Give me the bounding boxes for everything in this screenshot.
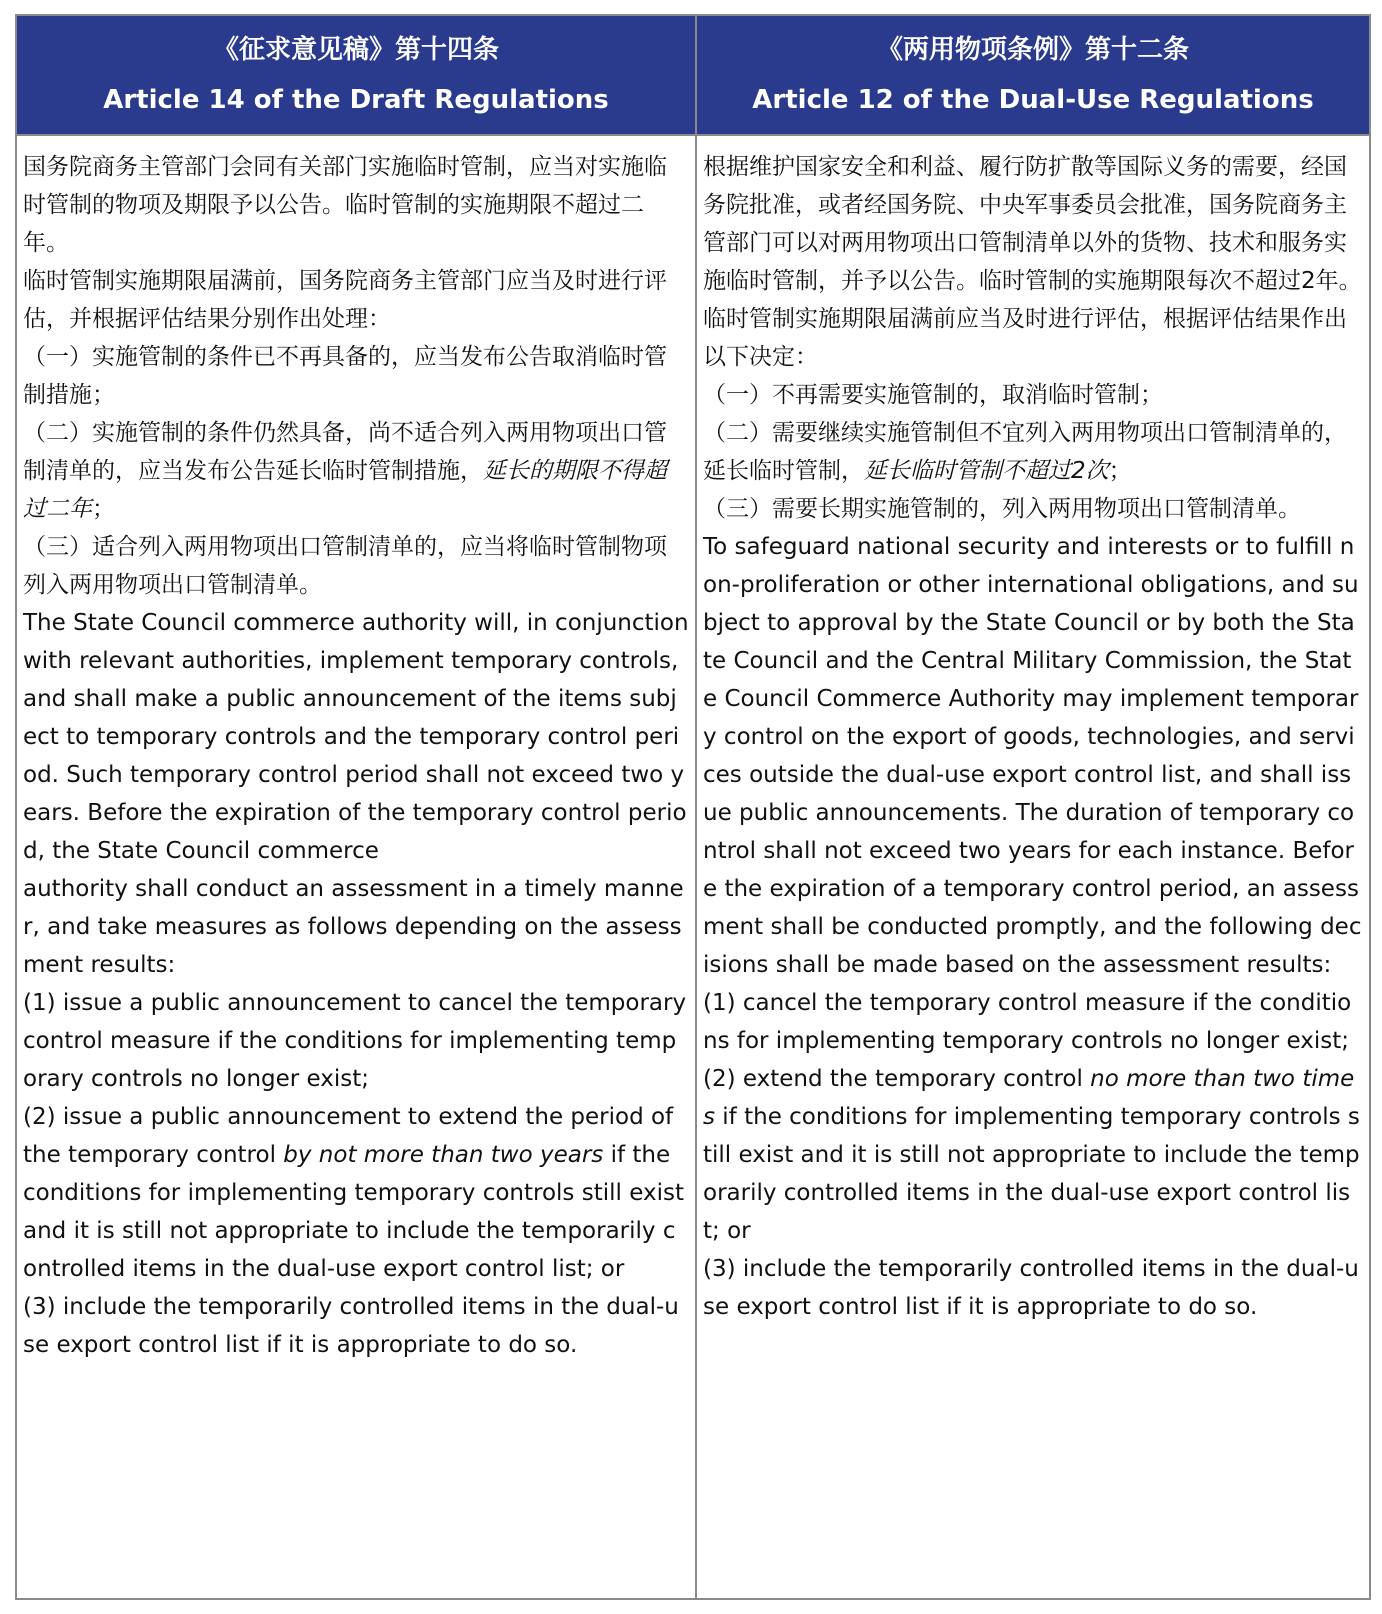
header-right-en-title: Article 12 of the Dual-Use Regulations (752, 85, 1314, 115)
dual-use-zh-item-2-end: ； (1108, 458, 1132, 484)
dual-use-zh-item-2-text: （二）需要继续实施管制但不宜列入两用物项出口管制清单的，延长临时管制， (703, 420, 1347, 484)
draft-en-item-3: (3) include the temporarily controlled items in the dual-use export control list if it is appropriate to do so. (23, 1294, 679, 1358)
dual-use-en-item-2-emphasis: no more than two times (703, 1066, 1355, 1130)
draft-zh-item-1: （一）实施管制的条件已不再具备的，应当发布公告取消临时管制措施； (23, 344, 667, 408)
dual-use-en-paragraph: To safeguard national security and interests or to fulfill non-proliferation or other international obligations, and subject to approval by the State Council or by both the State Council and the Central Military Commission, the State Council Commerce Authority may implement temporary control on the export of goods, technologies, and services outside the dual-use export control list, and shall issue public announcements. The duration of temporary control shall not exceed two years for each instance. Before the expiration of a temporary control period, an assessment shall be conducted promptly, and the following decisions shall be made based on the assessment results: (703, 534, 1362, 978)
dual-use-en-item-1: (1) cancel the temporary control measure if the conditions for implementing temporary controls no longer exist; (703, 990, 1352, 1054)
dual-use-zh-paragraph: 根据维护国家安全和利益、履行防扩散等国际义务的需要，经国务院批准，或者经国务院、中央军事委员会批准，国务院商务主管部门可以对两用物项出口管制清单以外的货物、技术和服务实施临时管制，并予以公告。临时管制的实施期限每次不超过2年。临时管制实施期限届满前应当及时进行评估，根据评估结果作出以下决定： (703, 154, 1362, 370)
dual-use-zh-item-3: （三）需要长期实施管制的，列入两用物项出口管制清单。 (703, 496, 1301, 522)
draft-en-paragraph: The State Council commerce authority will, in conjunction with relevant authorities, implement temporary controls, and shall make a public announcement of the items subject to temporary controls and the temporary control period. Such temporary control period shall not exceed two years. Before the expiration of the temporary control period, the State Council commerce (23, 610, 689, 864)
draft-en-item-2-text: (2) issue a public announcement to extend the period of the temporary control (23, 1104, 674, 1168)
draft-zh-paragraph: 临时管制实施期限届满前，国务院商务主管部门应当及时进行评估，并根据评估结果分别作出处理： (23, 268, 667, 332)
header-left-en-title: Article 14 of the Draft Regulations (103, 85, 609, 115)
dual-use-zh-item-1: （一）不再需要实施管制的，取消临时管制； (703, 382, 1163, 408)
header-right-zh-title: 《两用物项条例》第十二条 (876, 35, 1189, 65)
dual-use-zh-item-2-emphasis: 延长临时管制不超过2次 (864, 458, 1109, 484)
draft-article-cell (16, 135, 696, 1599)
header-row (16, 15, 1370, 135)
draft-zh-item-3: （三）适合列入两用物项出口管制清单的，应当将临时管制物项列入两用物项出口管制清单。 (23, 534, 667, 598)
dual-use-en-item-3: (3) include the temporarily controlled items in the dual-use export control list if it is appropriate to do so. (703, 1256, 1359, 1320)
draft-zh-item-2-end: ； (92, 496, 115, 522)
draft-zh-item-2-emphasis: 延长的期限不得超过二年 (23, 458, 667, 522)
draft-en-item-2-emphasis: by not more than two years (283, 1142, 604, 1168)
header-right (696, 15, 1370, 135)
comparison-table (15, 14, 1371, 1600)
dual-use-en-item-2-text: (2) extend the temporary control (703, 1066, 1091, 1092)
draft-zh-item-2 (23, 414, 689, 528)
header-left-zh-title: 《征求意见稿》第十四条 (212, 35, 499, 65)
draft-en-item-2 (23, 1098, 689, 1288)
dual-use-zh-item-2 (703, 414, 1363, 490)
draft-en-paragraph: authority shall conduct an assessment in a timely manner, and take measures as follows depending on the assessment results: (23, 876, 684, 978)
dual-use-article-cell (696, 135, 1370, 1599)
dual-use-en-item-2-end: if the conditions for implementing temporary controls still exist and it is still not appropriate to include the temporarily controlled items in the dual-use export control list; or (703, 1104, 1360, 1244)
dual-use-en-item-2 (703, 1060, 1363, 1250)
draft-en-item-1: (1) issue a public announcement to cancel the temporary control measure if the conditions for implementing temporary controls no longer exist; (23, 990, 687, 1092)
header-left (16, 15, 696, 135)
body-row (16, 135, 1370, 1599)
draft-zh-paragraph: 国务院商务主管部门会同有关部门实施临时管制，应当对实施临时管制的物项及期限予以公告。临时管制的实施期限不超过二年。 (23, 154, 667, 256)
draft-en-item-2-end: if the conditions for implementing temporary controls still exist and it is still not appropriate to include the temporarily controlled items in the dual-use export control list; or (23, 1142, 684, 1282)
draft-zh-item-2-text: （二）实施管制的条件仍然具备，尚不适合列入两用物项出口管制清单的，应当发布公告延长临时管制措施， (23, 420, 667, 484)
